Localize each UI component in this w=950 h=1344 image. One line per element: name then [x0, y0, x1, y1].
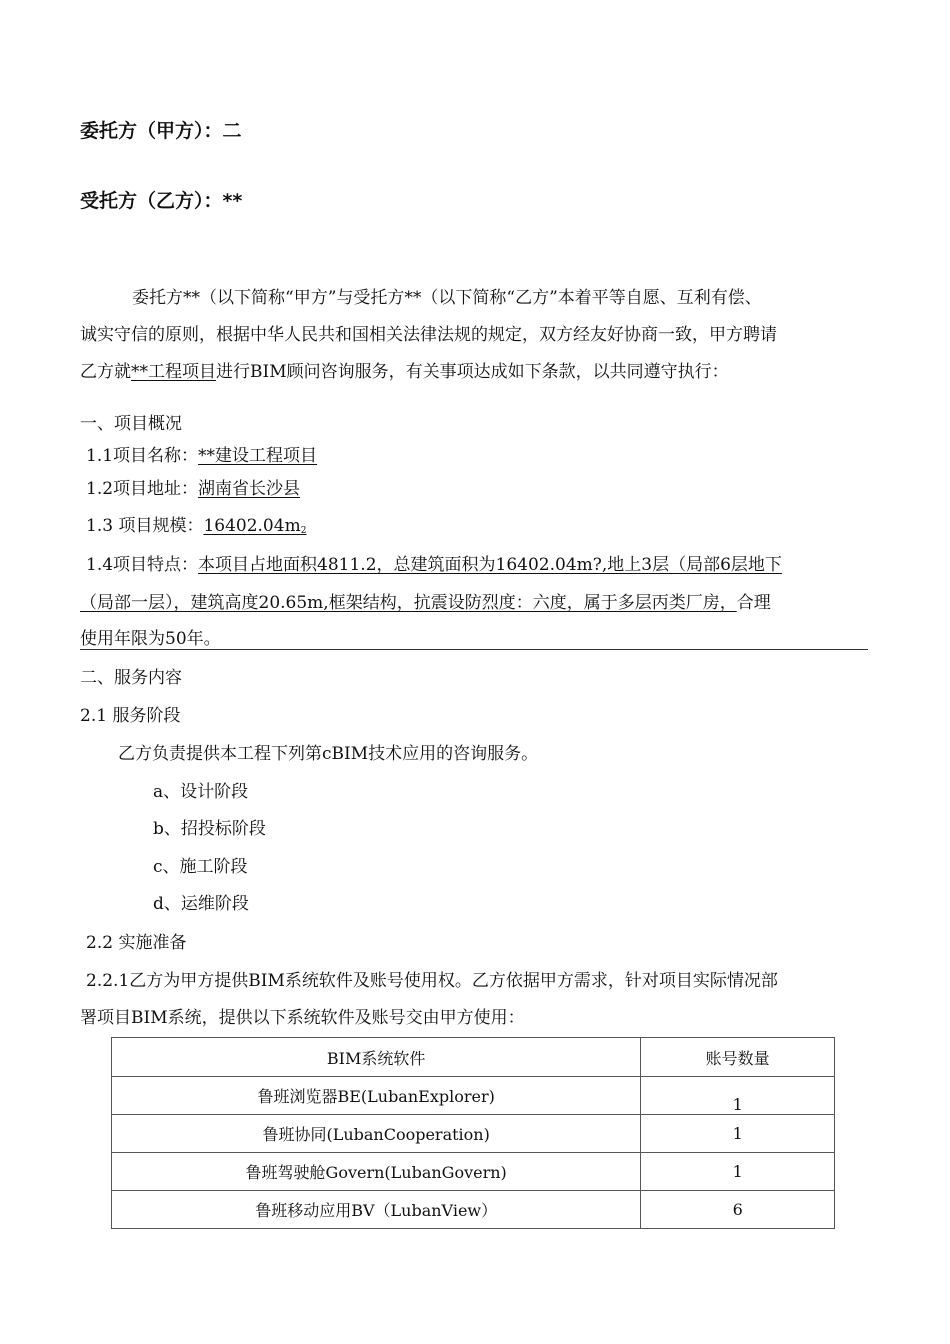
project-features-line-2-tail: 合理 — [736, 593, 771, 613]
project-name-underlined: **工程项目 — [131, 362, 216, 382]
intro-line-3 — [80, 357, 729, 382]
intro-line-3-suffix: 进行BIM顾问咨询服务，有关事项达成如下条款，以共同遵守执行： — [216, 362, 729, 382]
intro-line-2: 诚实守信的原则，根据中华人民共和国相关法律法规的规定，双方经友好协商一致，甲方聘请 — [80, 325, 777, 345]
project-name-value: **建设工程项目 — [198, 446, 318, 466]
table-row — [112, 1191, 835, 1229]
section-1-heading: 一、项目概况 — [80, 414, 182, 434]
service-stage-heading: 2.1 服务阶段 — [80, 706, 181, 726]
project-scale-value — [203, 516, 306, 536]
contractor-party: 受托方（乙方）：** — [80, 190, 243, 212]
count-cell: 1 — [641, 1153, 835, 1191]
section-divider — [80, 649, 868, 650]
project-features-label: 1.4项目特点： — [86, 555, 199, 575]
intro-line-3-prefix: 乙方就 — [80, 362, 131, 382]
software-cell: 鲁班驾驶舱Govern(LubanGovern) — [112, 1153, 641, 1191]
stage-item-operation: d、运维阶段 — [153, 894, 249, 914]
project-features-line-1: 本项目占地面积4811.2，总建筑面积为16402.04m?,地上3层（局部6层地下 — [198, 555, 782, 575]
table-header-row — [112, 1038, 835, 1077]
header-software: BIM系统软件 — [112, 1038, 641, 1077]
table-row — [112, 1153, 835, 1191]
project-name-row — [86, 441, 317, 466]
project-address-value: 湖南省长沙县 — [198, 479, 301, 499]
project-name-label: 1.1项目名称： — [86, 446, 199, 466]
stage-item-construction: c、施工阶段 — [153, 857, 248, 877]
intro-line-1: 委托方**（以下简称“甲方”与受托方**（以下简称“乙方”本着平等自愿、互利有偿、 — [132, 288, 762, 308]
project-scale-label: 1.3 项目规模： — [86, 516, 204, 536]
software-cell: 鲁班移动应用BV（LubanView） — [112, 1191, 641, 1229]
implementation-line-1: 2.2.1乙方为甲方提供BIM系统软件及账号使用权。乙方依据甲方需求，针对项目实际情况部 — [86, 971, 778, 991]
table-row — [112, 1077, 835, 1115]
table-row — [112, 1115, 835, 1153]
project-address-label: 1.2项目地址： — [86, 479, 199, 499]
project-scale-unit-sub: 2 — [300, 526, 307, 536]
header-account-count: 账号数量 — [641, 1038, 835, 1077]
stage-item-bidding: b、招投标阶段 — [153, 819, 266, 839]
software-cell: 鲁班协同(LubanCooperation) — [112, 1115, 641, 1153]
project-features-line-2-row — [80, 588, 771, 613]
implementation-heading: 2.2 实施准备 — [86, 933, 187, 953]
client-party: 委托方（甲方）：二 — [80, 120, 242, 142]
service-stage-intro: 乙方负责提供本工程下列第cBIM技术应用的咨询服务。 — [118, 744, 539, 764]
count-cell: 1 — [641, 1077, 835, 1115]
implementation-line-2: 署项目BIM系统，提供以下系统软件及账号交由甲方使用： — [80, 1008, 525, 1028]
count-cell: 6 — [641, 1191, 835, 1229]
software-cell: 鲁班浏览器BE(LubanExplorer) — [112, 1077, 641, 1115]
stage-item-design: a、设计阶段 — [153, 782, 249, 802]
project-address-row — [86, 474, 300, 499]
project-features-row — [86, 550, 782, 575]
project-features-line-3: 使用年限为50年。 — [80, 629, 221, 649]
software-table — [111, 1037, 835, 1229]
project-scale-row — [86, 511, 306, 536]
project-scale-number: 16402.04m — [203, 516, 301, 536]
section-2-heading: 二、服务内容 — [80, 668, 182, 688]
project-features-line-2: （局部一层），建筑高度20.65m,框架结构，抗震设防烈度：六度，属于多层丙类厂房， — [80, 593, 737, 613]
count-cell: 1 — [641, 1115, 835, 1153]
